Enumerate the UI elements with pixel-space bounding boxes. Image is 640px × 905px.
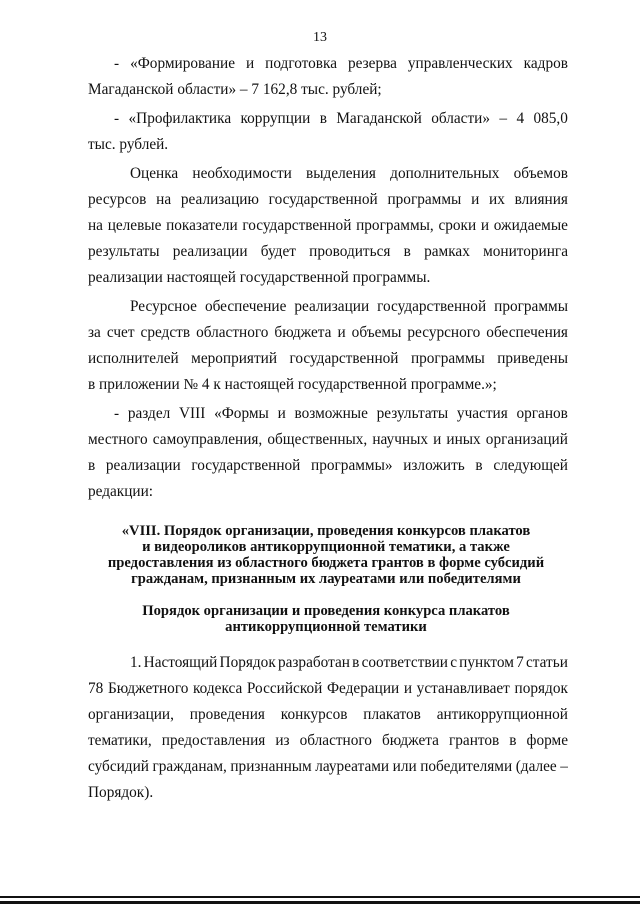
- section-heading-line: и видеороликов антикоррупционной тематики, а также: [142, 539, 510, 555]
- body-text-line: Оценка необходимости выделения дополнительных объемов: [130, 165, 568, 182]
- paragraph-line: организации, проведения конкурсов плакатов антикоррупционной: [88, 706, 568, 723]
- sub-heading-line: Порядок организации и проведения конкурса плакатов: [142, 603, 510, 619]
- body-text-line: в приложении № 4 к настоящей государственной программе.»;: [88, 376, 497, 393]
- body-text-line: за счет средств областного бюджета и объемы ресурсного обеспечения: [88, 324, 568, 341]
- body-text-line: Ресурсное обеспечение реализации государственной программы: [130, 298, 568, 315]
- body-text-line: реализации настоящей государственной программы.: [88, 269, 431, 286]
- section-heading-line: гражданам, признанным их лауреатами или победителями: [131, 571, 521, 587]
- body-text-line: исполнителей мероприятий государственной программы приведены: [88, 350, 568, 367]
- bottom-rule-thin: [0, 896, 640, 898]
- body-text-line: ресурсов на реализацию государственной программы и их влияния: [88, 191, 568, 208]
- bottom-rule-thick: [0, 901, 640, 904]
- body-text-line: в реализации государственной программы» изложить в следующей: [88, 457, 568, 474]
- body-text-line: - раздел VIII «Формы и возможные результаты участия органов: [114, 405, 568, 422]
- body-text-line: редакции:: [88, 483, 154, 500]
- body-text-line: тыс. рублей.: [88, 136, 169, 153]
- body-text-line: результаты реализации будет проводиться в рамках мониторинга: [88, 243, 568, 260]
- paragraph-line: тематики, предоставления из областного бюджета грантов в форме: [88, 732, 568, 749]
- body-text-line: - «Профилактика коррупции в Магаданской области» – 4 085,0: [114, 110, 568, 127]
- paragraph-line: субсидий гражданам, признанным лауреатами или победителями (далее –: [88, 758, 568, 775]
- paragraph-line: Порядок).: [88, 784, 154, 801]
- section-heading-line: предоставления из областного бюджета грантов в форме субсидий: [107, 555, 545, 571]
- page-number: 13: [313, 30, 327, 45]
- body-text-line: - «Формирование и подготовка резерва управленческих кадров: [114, 55, 568, 72]
- body-text-line: Магаданской области» – 7 162,8 тыс. рублей;: [88, 81, 382, 98]
- body-text-line: местного самоуправления, общественных, научных и иных организаций: [88, 431, 568, 448]
- paragraph-line: 1. Настоящий Порядок разработан в соответствии с пунктом 7 статьи: [130, 654, 568, 671]
- section-heading-line: «VIII. Порядок организации, проведения конкурсов плакатов: [121, 523, 531, 539]
- body-text-line: на целевые показатели государственной программы, сроки и ожидаемые: [88, 217, 568, 234]
- sub-heading-line: антикоррупционной тематики: [225, 619, 427, 635]
- paragraph-line: 78 Бюджетного кодекса Российской Федерации и устанавливает порядок: [88, 680, 568, 697]
